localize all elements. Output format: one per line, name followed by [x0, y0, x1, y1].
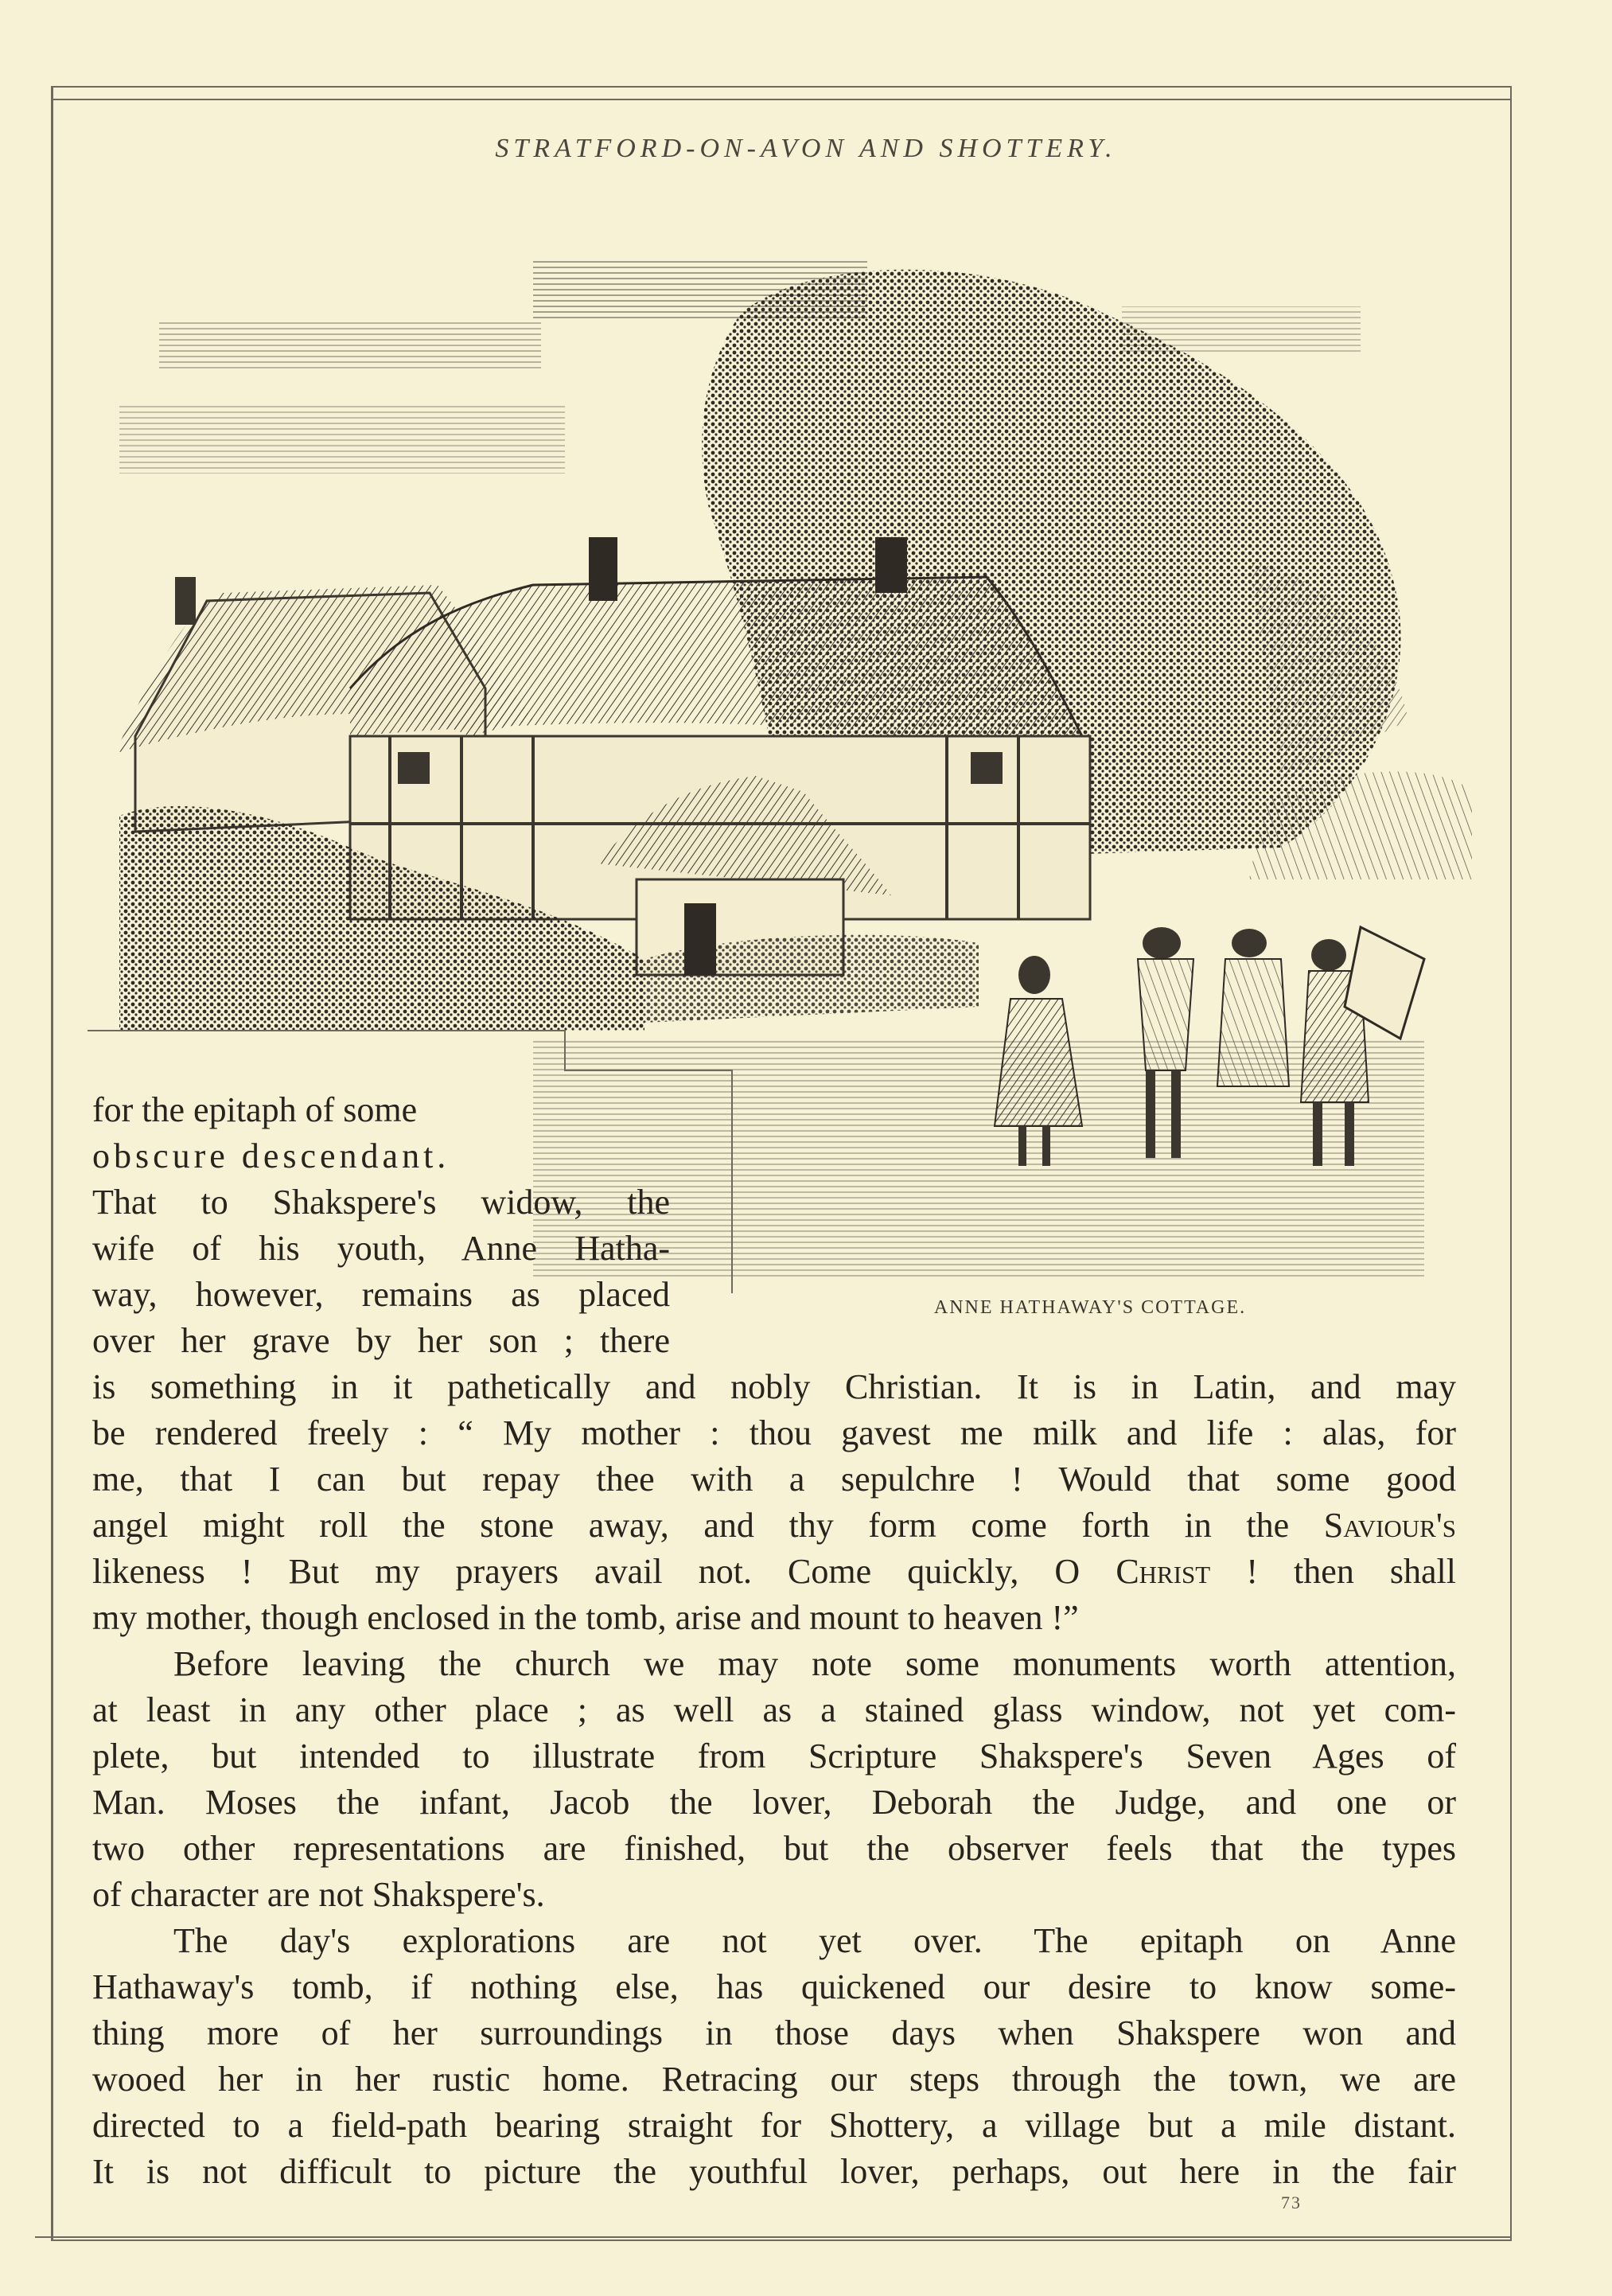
small-caps-run: Saviour's [1323, 1506, 1456, 1545]
text-line: The day's explorations are not yet over. The epitaph on Anne [173, 1921, 1456, 1960]
small-caps-run: Christ [1116, 1552, 1211, 1591]
text-line: wooed her in her rustic home. Retracing our steps through the town, we are [92, 2060, 1456, 2099]
text-line: at least in any other place ; as well as a stained glass window, not yet com- [92, 1690, 1456, 1729]
bottom-rule [35, 2236, 1512, 2238]
text-line: be rendered freely : “ My mother : thou gavest me milk and life : alas, for [92, 1413, 1456, 1452]
text-line: of character are not Shakspere's. [92, 1875, 545, 1914]
text-line: wife of his youth, Anne Hatha- [92, 1229, 670, 1268]
top-rule [51, 99, 1512, 100]
text-line: thing more of her surroundings in those days when Shakspere won and [92, 2013, 1456, 2052]
text-line: my mother, though enclosed in the tomb, arise and mount to heaven !” [92, 1598, 1079, 1637]
text-line [92, 1549, 1456, 1594]
text-run: angel might roll the stone away, and thy form come forth in the [92, 1506, 1324, 1545]
text-line: plete, but intended to illustrate from Scripture Shakspere's Seven Ages of [92, 1737, 1456, 1776]
illustration-caption: ANNE HATHAWAY'S COTTAGE. [933, 1297, 1247, 1318]
text-run: ! then shall [1210, 1552, 1457, 1591]
text-run: likeness ! But my prayers avail not. Come quickly, O [92, 1552, 1116, 1591]
text-line: two other representations are finished, but the observer feels that the types [92, 1829, 1456, 1868]
text-line: Before leaving the church we may note some monuments worth attention, [173, 1644, 1456, 1683]
text-line: way, however, remains as placed [92, 1275, 670, 1314]
running-head: STRATFORD-ON-AVON AND SHOTTERY. [495, 134, 1117, 163]
text-line: directed to a field-path bearing straight for Shottery, a village but a mile distant. [92, 2106, 1456, 2145]
text-line: is something in it pathetically and nobly Christian. It is in Latin, and may [92, 1367, 1456, 1406]
text-line: Hathaway's tomb, if nothing else, has quickened our desire to know some- [92, 1967, 1456, 2006]
text-line: It is not difficult to picture the youthful lover, perhaps, out here in the fair [92, 2152, 1456, 2191]
text-line [92, 1503, 1456, 1548]
text-line: obscure descendant. [92, 1136, 450, 1175]
text-line: Man. Moses the infant, Jacob the lover, Deborah the Judge, and one or [92, 1783, 1456, 1822]
page-number: 73 [1281, 2193, 1302, 2212]
text-line: me, that I can but repay thee with a sepulchre ! Would that some good [92, 1460, 1456, 1499]
text-line: over her grave by her son ; there [92, 1321, 670, 1360]
text-line: That to Shakspere's widow, the [92, 1183, 670, 1222]
text-line: for the epitaph of some [92, 1090, 418, 1129]
